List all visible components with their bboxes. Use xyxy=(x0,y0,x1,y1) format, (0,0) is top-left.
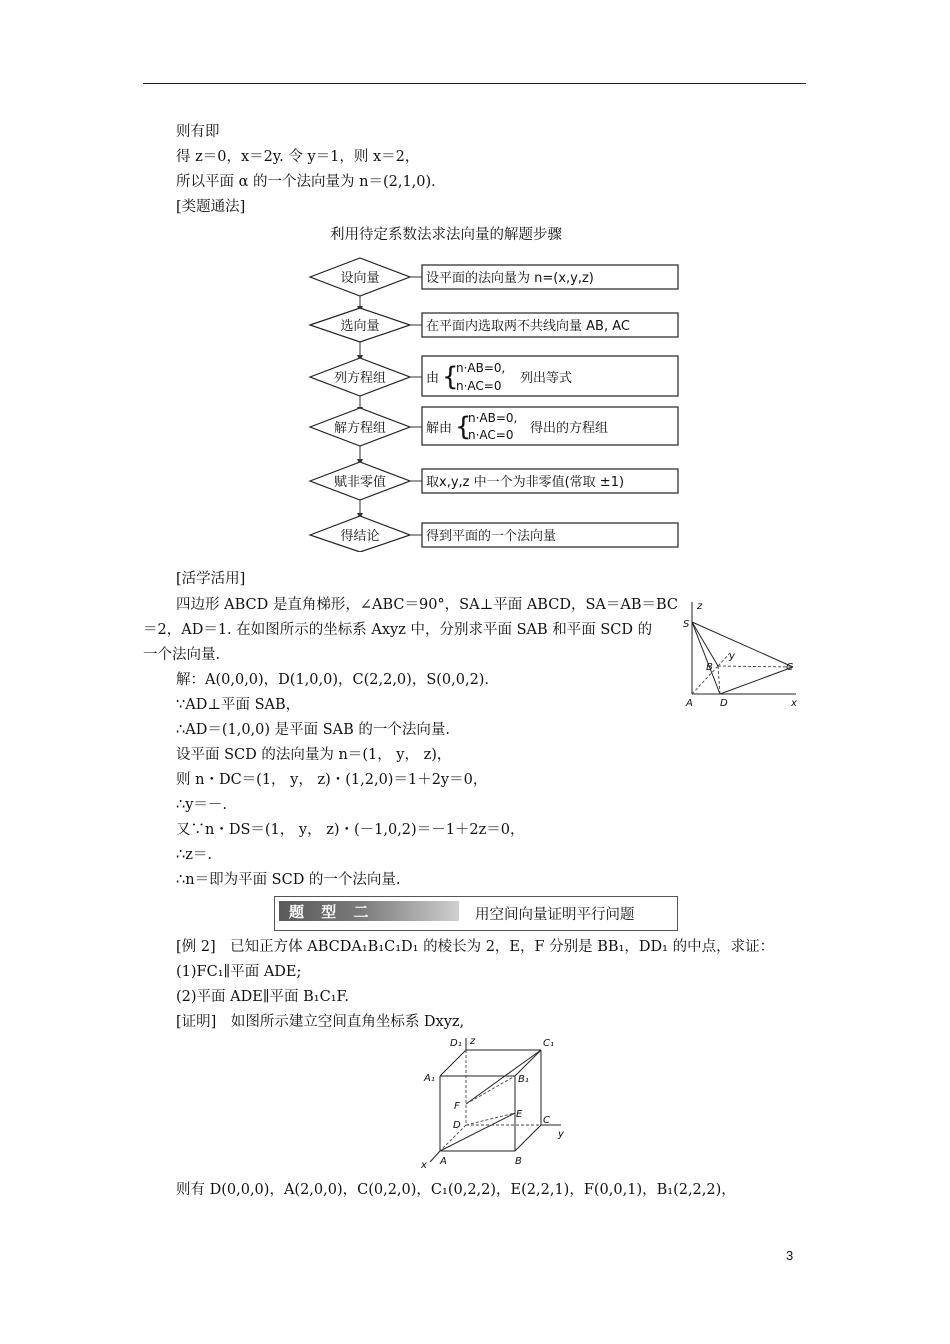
text-line: 设平面 SCD 的法向量为 n＝(1， y， z)， xyxy=(176,747,452,763)
fc-label: 解方程组 xyxy=(333,421,387,436)
text-line: [证明] 如图所示建立空间直角坐标系 Dxyz, xyxy=(176,1014,465,1030)
fc-eq: n·AB=0, xyxy=(468,411,518,425)
fc-label: 设向量 xyxy=(340,271,380,286)
label-C: C xyxy=(786,662,793,673)
section-banner xyxy=(274,896,678,931)
cube-figure xyxy=(418,1034,578,1172)
label-C1: C₁ xyxy=(543,1038,554,1049)
text-line: [例 2] 已知正方体 ABCDA₁B₁C₁D₁ 的棱长为 2，E，F 分别是 BB₁，DD₁ 的中点，求证： xyxy=(176,939,775,955)
text-line: 又∵n・DS＝(1， y， z)・(－1,0,2)＝－1＋2z＝0， xyxy=(176,822,525,838)
fc-label: 赋非零值 xyxy=(333,475,387,490)
text-line: 则 n・DC＝(1， y， z)・(1,2,0)＝1＋2y＝0， xyxy=(176,772,488,788)
text-line: (2)平面 ADE∥平面 B₁C₁F. xyxy=(176,989,349,1005)
label-x: x xyxy=(791,698,797,709)
fc-desc: 取x,y,z 中一个为非零值(常取 ±1) xyxy=(426,475,625,490)
text-line: 所以平面 α 的一个法向量为 n＝(2,1,0)． xyxy=(176,174,446,190)
header-rule xyxy=(143,83,806,84)
label-y: y xyxy=(729,651,735,662)
fc-eq: n·AC=0 xyxy=(456,379,502,393)
text-line: 一个法向量. xyxy=(143,647,221,663)
fc-pre: 解由 xyxy=(426,421,453,436)
banner-label-bg xyxy=(279,901,459,921)
label-x: x xyxy=(421,1160,427,1171)
flowchart-title: 利用待定系数法求法向量的解题步骤 xyxy=(330,227,562,243)
label-D: D xyxy=(720,698,728,709)
fc-pre: 由 xyxy=(426,371,440,386)
label-E: E xyxy=(516,1109,523,1120)
label-B: B xyxy=(706,662,713,673)
fc-post: 列出等式 xyxy=(520,371,573,386)
text-line: 则有 D(0,0,0)，A(2,0,0)，C(0,2,0)，C₁(0,2,2)，E(2,2,1)，F(0,0,1)，B₁(2,2,2)， xyxy=(176,1182,736,1198)
label-z: z xyxy=(470,1036,476,1047)
svg-text:{: { xyxy=(455,412,472,442)
label-A: A xyxy=(686,698,693,709)
text-line: ∴n＝即为平面 SCD 的一个法向量. xyxy=(176,872,401,888)
fc-label: 得结论 xyxy=(340,529,380,544)
page-number: 3 xyxy=(786,1248,794,1263)
label-S: S xyxy=(683,619,690,630)
label-A1: A₁ xyxy=(424,1073,435,1084)
label-z: z xyxy=(697,601,703,612)
label-F: F xyxy=(454,1101,460,1112)
label-D1: D₁ xyxy=(450,1038,462,1049)
fc-desc: 设平面的法向量为 n=(x,y,z) xyxy=(426,271,594,286)
section-label: [活学活用] xyxy=(176,571,246,587)
banner-text: 用空间向量证明平行问题 xyxy=(475,907,635,923)
text-line: 四边形 ABCD 是直角梯形，∠ABC＝90°，SA⊥平面 ABCD，SA＝AB＝BC xyxy=(176,597,678,613)
svg-text:{: { xyxy=(442,362,459,392)
section-label: [类题通法] xyxy=(176,199,246,215)
label-y: y xyxy=(558,1129,564,1140)
fc-label: 列方程组 xyxy=(333,371,387,386)
fc-eq: n·AB=0, xyxy=(456,361,506,375)
text-line: 解：A(0,0,0)，D(1,0,0)，C(2,2,0)，S(0,0,2)． xyxy=(176,672,499,688)
text-line: ∴z＝. xyxy=(176,847,212,863)
pyramid-figure xyxy=(678,596,806,712)
text-line: ∴y＝－. xyxy=(176,797,228,813)
banner-label: 题 型 二 xyxy=(289,903,375,921)
label-D: D xyxy=(453,1120,461,1131)
text-line: 则有即 xyxy=(176,124,220,140)
fc-post: 得出的方程组 xyxy=(530,421,609,436)
fc-desc: 在平面内选取两不共线向量 AB, AC xyxy=(426,319,630,334)
fc-eq: n·AC=0 xyxy=(468,428,514,442)
label-B1: B₁ xyxy=(518,1074,529,1085)
text-line: ∵AD⊥平面 SAB， xyxy=(176,697,301,713)
fc-desc: 得到平面的一个法向量 xyxy=(426,529,557,544)
label-B: B xyxy=(515,1156,522,1167)
text-line: ＝2，AD＝1. 在如图所示的坐标系 Axyz 中，分别求平面 SAB 和平面 SCD 的 xyxy=(143,622,653,638)
text-line: 得 z＝0，x＝2y. 令 y＝1，则 x＝2， xyxy=(176,149,420,165)
text-line: (1)FC₁∥平面 ADE; xyxy=(176,964,302,980)
text-line: ∴AD＝(1,0,0) 是平面 SAB 的一个法向量. xyxy=(176,722,451,738)
fc-label: 选向量 xyxy=(340,319,380,334)
flowchart xyxy=(300,252,690,552)
label-C: C xyxy=(543,1115,550,1126)
label-A: A xyxy=(440,1156,447,1167)
